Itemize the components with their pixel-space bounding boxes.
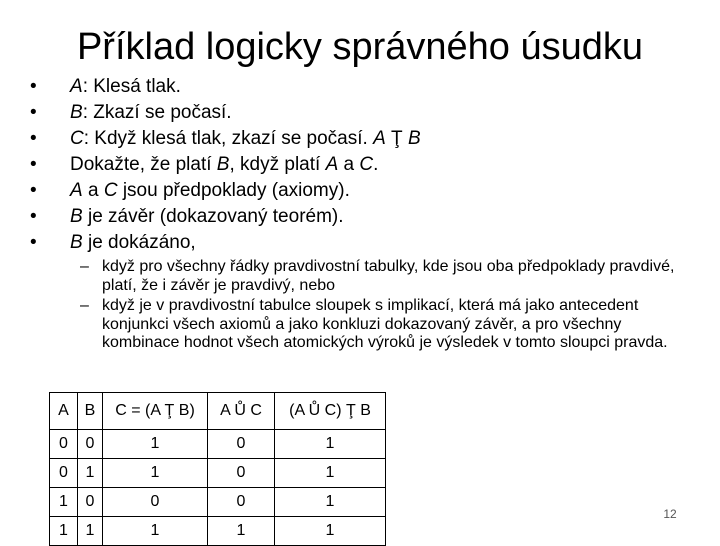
table-header-cell: B [78, 393, 103, 430]
table-header-cell: A Ů C [208, 393, 275, 430]
bullet-marker: • [30, 76, 37, 97]
bullet-text: C [103, 180, 118, 201]
table-cell: 0 [208, 430, 275, 459]
bullet-text: A [70, 76, 83, 97]
bullet-item [30, 152, 421, 178]
bullet-text: B [70, 206, 83, 227]
bullet-text: A [70, 180, 83, 201]
bullet-marker: • [30, 128, 37, 149]
sub-bullet-text: když je v pravdivostní tabulce sloupek s implikací, která má jako antecedent konjunkci všech axiomů a jako konkluzi dokazovaný závěr, a pro všechny kombinace hodnot všech atomických výroků je výsledek v tomto sloupci pravda. [102, 297, 668, 351]
table-cell: 1 [78, 517, 103, 546]
bullet-text: a [338, 154, 360, 175]
bullet-marker: • [30, 206, 37, 227]
bullet-marker: • [30, 154, 37, 175]
sub-bullet-marker: – [80, 258, 89, 275]
slide-title: Příklad logicky správného úsudku [76, 26, 644, 68]
bullet-text: B [216, 154, 230, 175]
table-header-cell: C = (A Ţ B) [103, 393, 208, 430]
bullet-marker: • [30, 180, 37, 201]
table-row [50, 430, 386, 459]
bullet-text: B [70, 232, 83, 253]
table-cell: 1 [275, 459, 386, 488]
table-row [50, 459, 386, 488]
bullet-text: . [373, 154, 379, 175]
bullet-text: , když platí [229, 154, 326, 175]
page-number: 12 [663, 507, 677, 521]
bullet-item [30, 74, 421, 100]
bullet-item [30, 126, 421, 152]
bullet-text: B [407, 128, 421, 149]
bullet-text: Dokažte, že platí [70, 154, 217, 175]
table-cell: 0 [50, 459, 78, 488]
table-cell: 1 [78, 459, 103, 488]
table-cell: 1 [50, 517, 78, 546]
table-cell: 0 [78, 488, 103, 517]
bullet-text: je závěr (dokazovaný teorém). [82, 206, 344, 227]
table-cell: 0 [78, 430, 103, 459]
bullet-text: C [70, 128, 84, 149]
bullet-item [30, 204, 421, 230]
bullet-text: Ţ [385, 128, 408, 149]
bullet-item [30, 230, 421, 256]
bullet-item [30, 178, 421, 204]
sub-bullet-text: když pro všechny řádky pravdivostní tabulky, kde jsou oba předpoklady pravdivé, platí, že i závěr je pravdivý, nebo [102, 258, 675, 294]
table-header-cell: A [50, 393, 78, 430]
sub-bullet-marker: – [80, 297, 89, 314]
bullet-text: A [325, 154, 339, 175]
bullet-text: B [70, 102, 83, 123]
table-cell: 0 [50, 430, 78, 459]
bullet-text: jsou předpoklady (axiomy). [117, 180, 350, 201]
bullet-text: : Zkazí se počasí. [82, 102, 232, 123]
table-cell: 1 [275, 430, 386, 459]
table-cell: 0 [208, 459, 275, 488]
bullet-list [30, 74, 421, 256]
sub-bullet-item [80, 297, 695, 353]
table-cell: 1 [103, 459, 208, 488]
bullet-text: C [359, 154, 374, 175]
table-cell: 1 [103, 430, 208, 459]
table-cell: 0 [103, 488, 208, 517]
sub-bullet-item [80, 258, 695, 295]
bullet-text: a [82, 180, 104, 201]
bullet-item [30, 100, 421, 126]
bullet-marker: • [30, 102, 37, 123]
sub-bullet-list [80, 258, 695, 355]
table-row [50, 517, 386, 546]
truth-table [49, 392, 386, 546]
bullet-text: : Klesá tlak. [82, 76, 181, 97]
table-cell: 0 [208, 488, 275, 517]
table-row [50, 488, 386, 517]
bullet-text: A [373, 128, 386, 149]
table-cell: 1 [275, 488, 386, 517]
bullet-marker: • [30, 232, 37, 253]
table-cell: 1 [208, 517, 275, 546]
bullet-text: je dokázáno, [82, 232, 196, 253]
table-cell: 1 [50, 488, 78, 517]
table-header-row [50, 393, 386, 430]
table-header-cell: (A Ů C) Ţ B [275, 393, 386, 430]
bullet-text: : Když klesá tlak, zkazí se počasí. [83, 128, 374, 149]
table-cell: 1 [103, 517, 208, 546]
table-cell: 1 [275, 517, 386, 546]
